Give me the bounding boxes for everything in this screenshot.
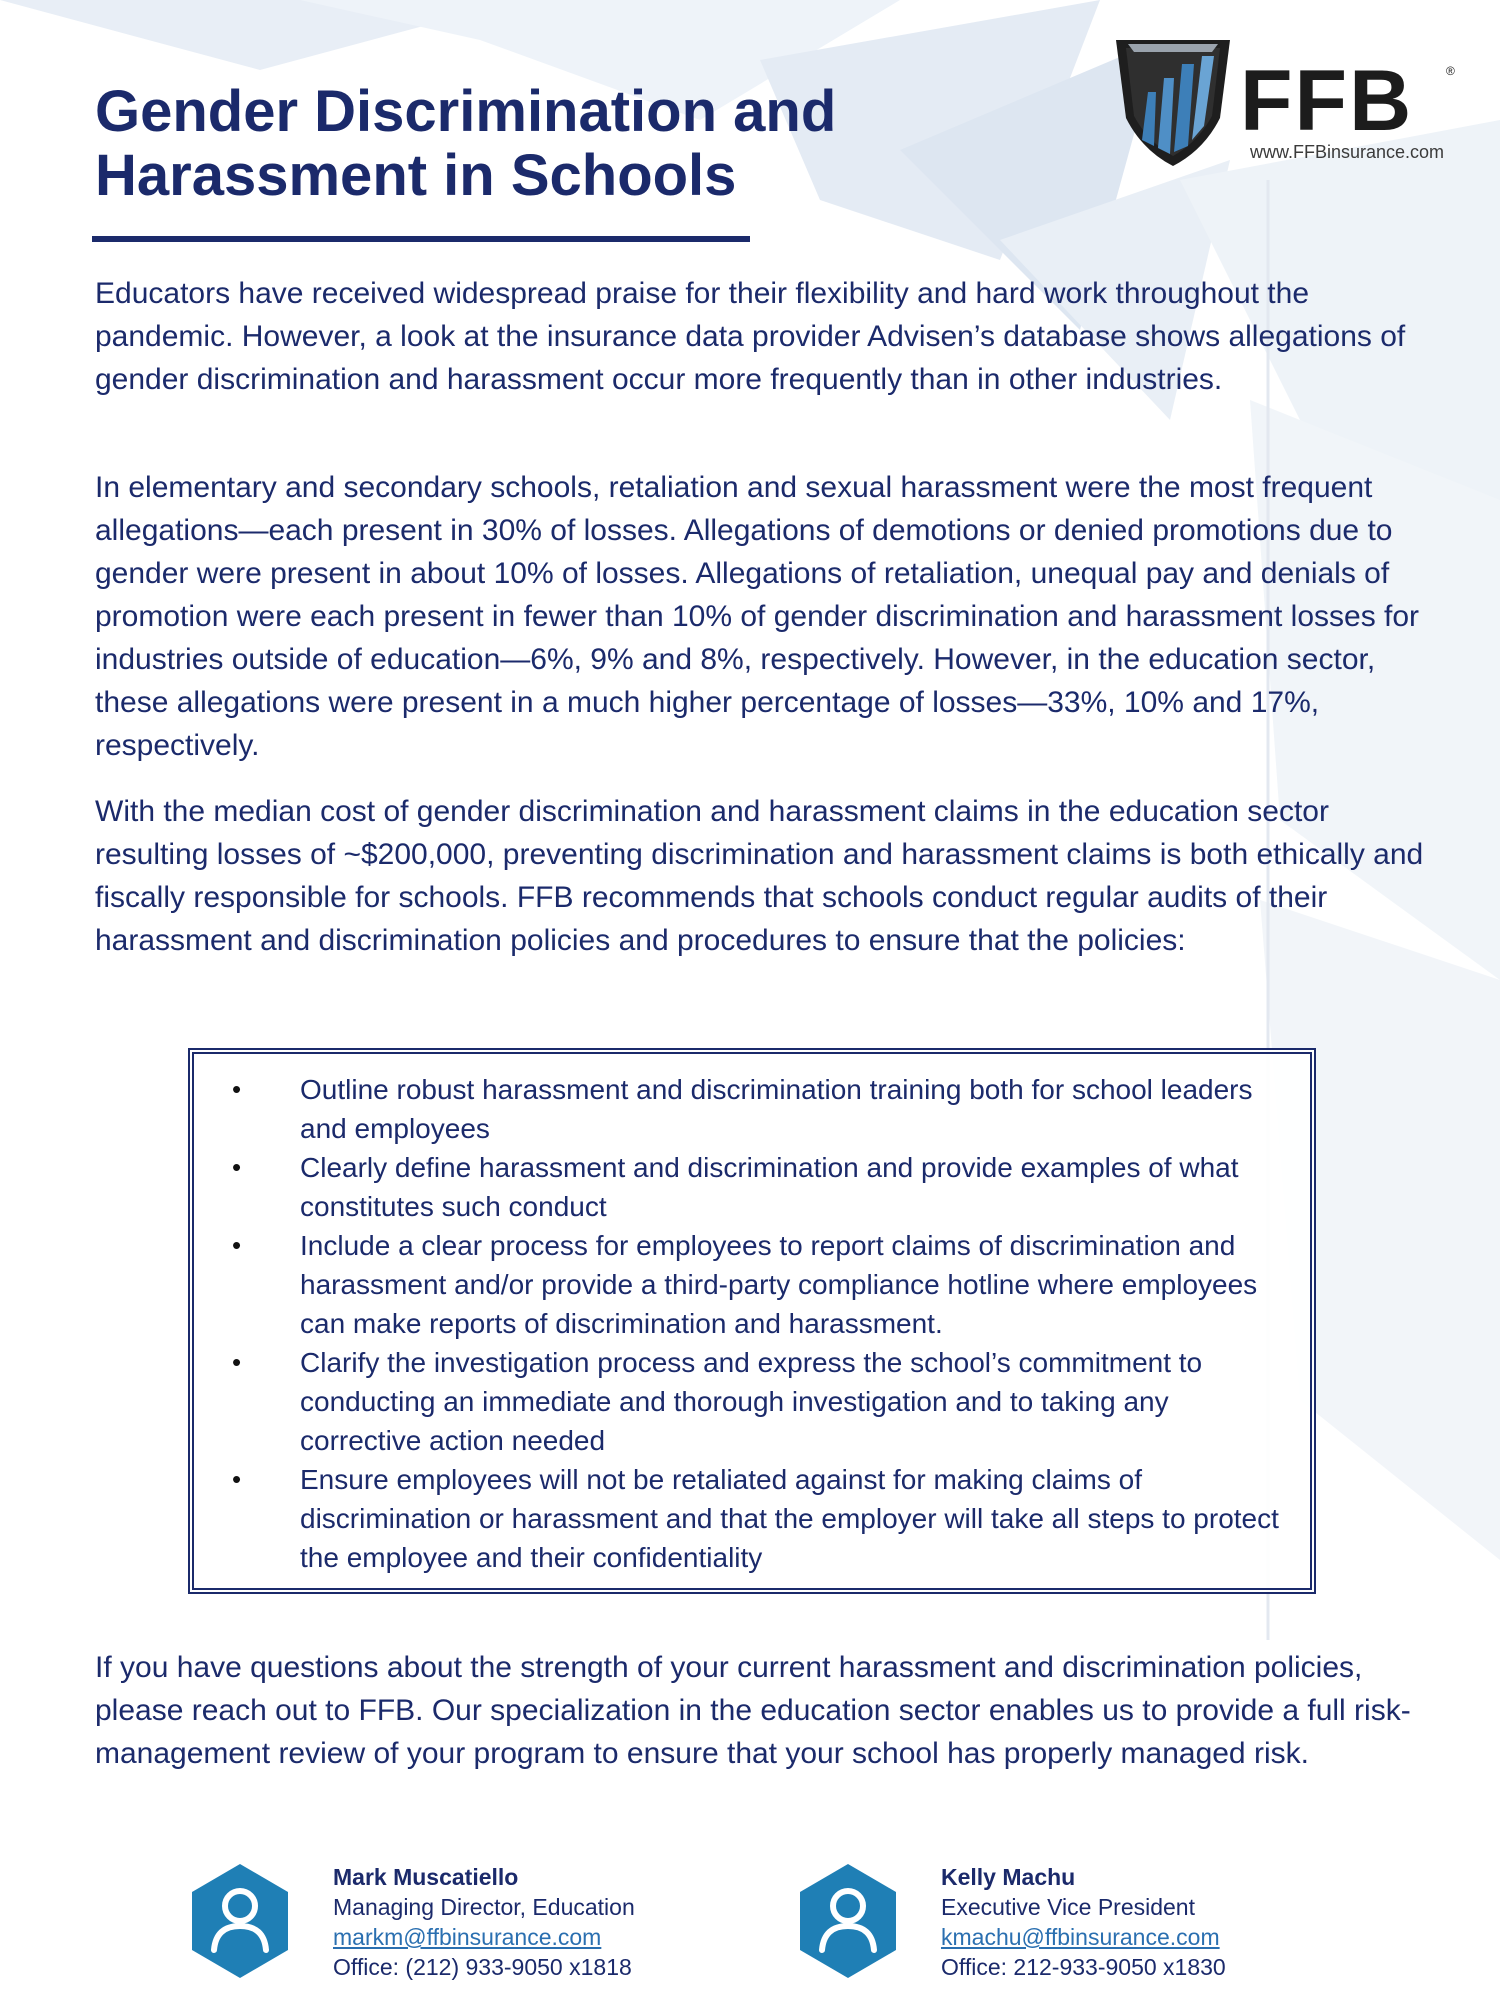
contact-phone: Office: (212) 933-9050 x1818	[333, 1954, 632, 1980]
title-line-1: Gender Discrimination and	[95, 79, 837, 144]
contact-info	[941, 1862, 1226, 1982]
contact-phone: Office: 212-933-9050 x1830	[941, 1954, 1226, 1980]
list-item-text: Include a clear process for employees to report claims of discrimination and harassment and/or provide a third-party compliance hotline where employees can make reports of discrimination and harassment.	[300, 1230, 1258, 1339]
ffb-logo	[1108, 30, 1458, 180]
contact-email-link[interactable]: kmachu@ffbinsurance.com	[941, 1924, 1220, 1950]
registered-mark: ®	[1446, 64, 1455, 78]
contact-email-link[interactable]: markm@ffbinsurance.com	[333, 1924, 602, 1950]
contact-name: Kelly Machu	[941, 1864, 1076, 1890]
bullet-icon: •	[232, 1464, 242, 1494]
list-item-text: Clarify the investigation process and express the school’s commitment to conducting an immediate and thorough investigation and to taking any corrective action needed	[300, 1347, 1203, 1456]
list-item-text: Ensure employees will not be retaliated against for making claims of discrimination or harassment and that the employer will take all steps to protect the employee and their confidentiality	[300, 1464, 1279, 1573]
logo-url: www.FFBinsurance.com	[1250, 142, 1445, 162]
contact-card	[796, 1862, 1316, 1982]
contact-name: Mark Muscatiello	[333, 1864, 519, 1890]
recommendations-list	[224, 1070, 1284, 1577]
closing-paragraph: If you have questions about the strength of your current harassment and discrimination policies, please reach out to FFB. Our specialization in the education sector enables us to provide a full risk-management review of your program to ensure that your school has properly managed risk.	[95, 1651, 1411, 1770]
contact-title: Executive Vice President	[941, 1894, 1195, 1920]
statistics-paragraph: In elementary and secondary schools, retaliation and sexual harassment were the most frequent allegations—each present in 30% of losses. Allegations of demotions or denied promotions due to gender were present in about 10% of losses. Allegations of retaliation, unequal pay and denials of promotion were each present in fewer than 10% of gender discrimination and harassment losses for industries outside of education—6%, 9% and 8%, respectively. However, in the education sector, these allegations were present in a much higher percentage of losses—33%, 10% and 17%, respectively.	[95, 471, 1420, 762]
list-item	[224, 1343, 1284, 1460]
recommendations-box	[188, 1048, 1316, 1594]
shield-logo-icon	[1108, 30, 1238, 170]
contact-title: Managing Director, Education	[333, 1894, 635, 1920]
bullet-icon: •	[232, 1347, 242, 1377]
list-item	[224, 1148, 1284, 1226]
recommendation-paragraph: With the median cost of gender discrimination and harassment claims in the education sector resulting losses of ~$200,000, preventing discrimination and harassment claims is both ethically and fiscally responsible for schools. FFB recommends that schools conduct regular audits of their harassment and discrimination policies and procedures to ensure that the policies:	[95, 795, 1424, 957]
bullet-icon: •	[232, 1230, 242, 1260]
contact-card	[188, 1862, 708, 1982]
bullet-icon: •	[232, 1152, 242, 1182]
contact-info	[333, 1862, 635, 1982]
list-item	[224, 1460, 1284, 1577]
list-item-text: Outline robust harassment and discrimination training both for school leaders and employees	[300, 1074, 1253, 1144]
bullet-icon: •	[232, 1074, 242, 1104]
person-icon	[796, 1862, 900, 1980]
title-underline	[92, 236, 750, 242]
logo-wordmark: FFB	[1240, 53, 1414, 149]
title-line-2: Harassment in Schools	[95, 143, 737, 208]
person-icon	[188, 1862, 292, 1980]
list-item-text: Clearly define harassment and discrimination and provide examples of what constitutes such conduct	[300, 1152, 1239, 1222]
list-item	[224, 1226, 1284, 1343]
intro-paragraph: Educators have received widespread praise for their flexibility and hard work throughout the pandemic. However, a look at the insurance data provider Advisen’s database shows allegations of gender discrimination and harassment occur more frequently than in other industries.	[95, 277, 1406, 396]
page-title	[95, 80, 995, 208]
list-item	[224, 1070, 1284, 1148]
